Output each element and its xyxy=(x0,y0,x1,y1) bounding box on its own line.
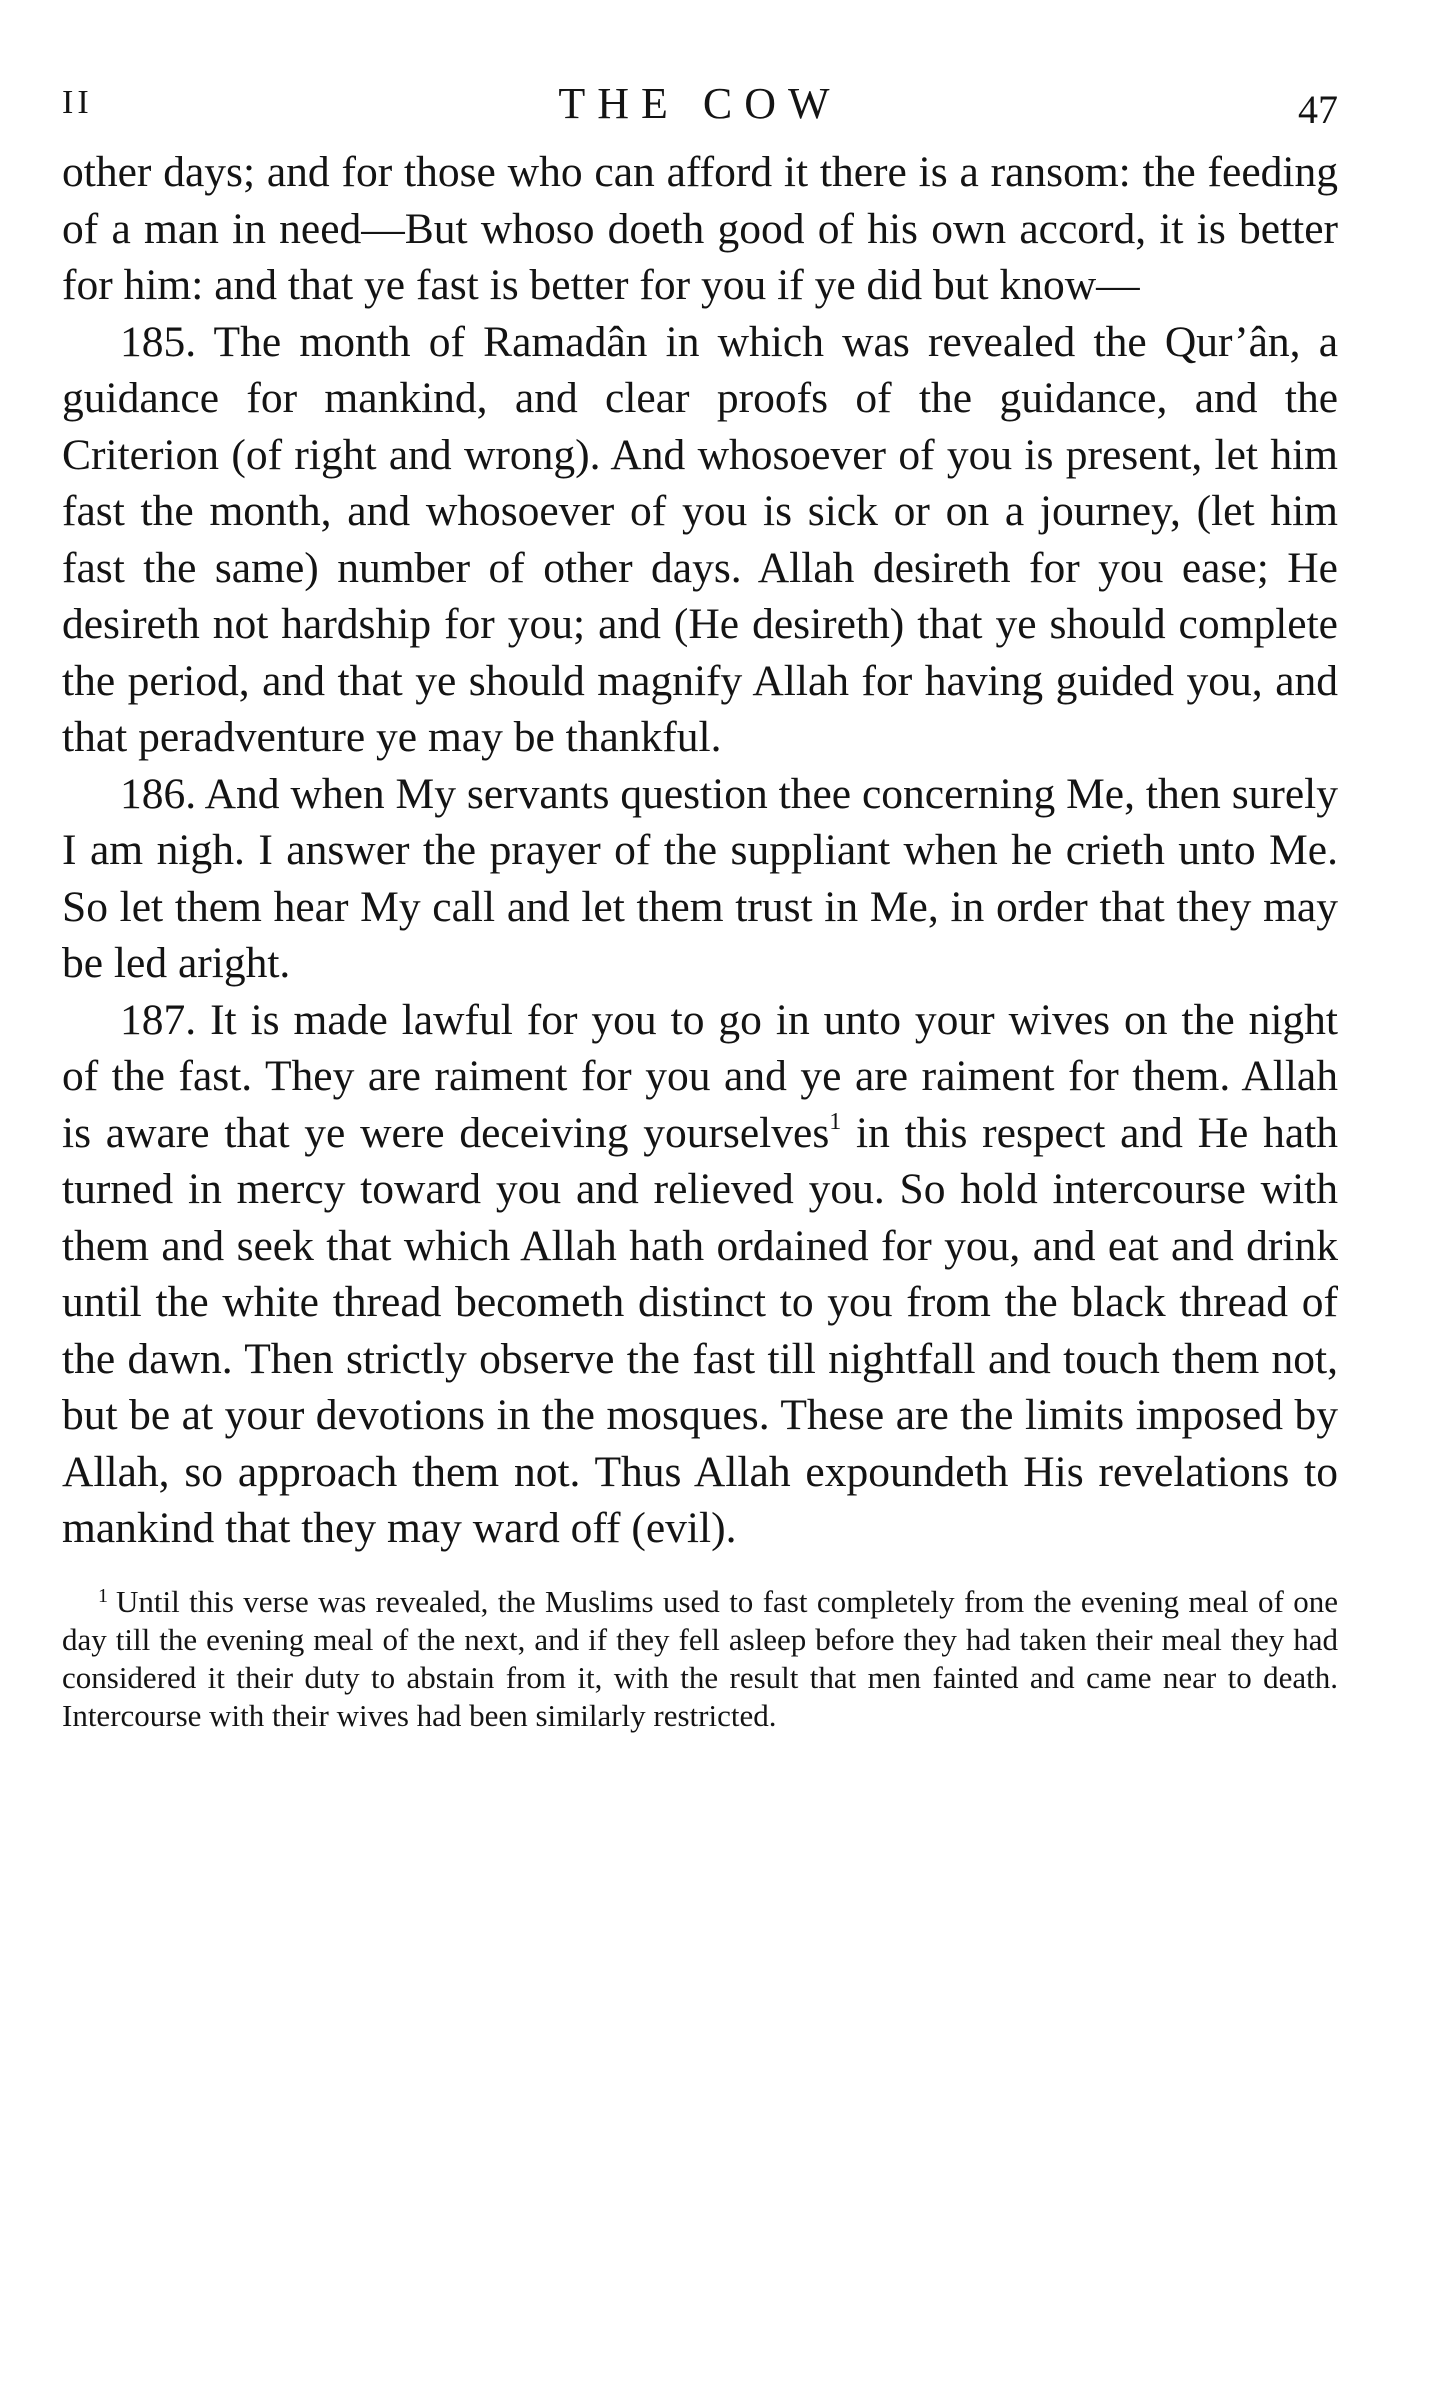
footnote-marker: 1 xyxy=(98,1584,108,1607)
page-number: 47 xyxy=(1298,87,1338,132)
running-title: THE COW xyxy=(558,79,842,128)
footnote-1 xyxy=(62,1583,1338,1735)
body-text xyxy=(62,144,1338,1557)
footnotes xyxy=(62,1583,1338,1735)
footnote-reference: 1 xyxy=(829,1108,842,1135)
page-header xyxy=(62,78,1338,138)
verse-187-text-part1: 187. It is made lawful for you to go in unto your wives on the night of the fast. They are raiment for you and ye are raiment for them. Allah is aware that ye were deceiving yourselves xyxy=(62,995,1338,1157)
footnote-text: Until this verse was revealed, the Muslims used to fast completely from the evening meal of one day till the evening meal of the next, and if they fell asleep before they had taken their meal they had considered it their duty to abstain from it, with the result that men fainted and came near to death. Intercourse with their wives had been similarly restricted. xyxy=(62,1583,1338,1733)
chapter-number: II xyxy=(62,84,93,121)
paragraph-continuation: other days; and for those who can afford it there is a ransom: the feeding of a man in need—But whoso doeth good of his own accord, it is better for him: and that ye fast is better for you if ye did but know— xyxy=(62,148,1338,309)
verse-186: 186. And when My servants question thee concerning Me, then surely I am nigh. I answer the prayer of the suppliant when he crieth unto Me. So let them hear My call and let them trust in Me, in order that they may be led aright. xyxy=(62,769,1338,987)
book-page xyxy=(62,78,1338,1735)
verse-187-text-part2: in this respect and He hath turned in mercy toward you and relieved you. So hold intercourse with them and seek that which Allah hath ordained for you, and eat and drink until the white thread becometh distinct to you from the black thread of the dawn. Then strictly observe the fast till nightfall and touch them not, but be at your devotions in the mosques. These are the limits imposed by Allah, so approach them not. Thus Allah expoundeth His revelations to mankind that they may ward off (evil). xyxy=(62,1108,1338,1552)
verse-187 xyxy=(62,992,1338,1557)
verse-185: 185. The month of Ramadân in which was revealed the Qur’ân, a guidance for mankind, and clear proofs of the guidance, and the Criterion (of right and wrong). And whosoever of you is present, let him fast the month, and whosoever of you is sick or on a journey, (let him fast the same) number of other days. Allah desireth for you ease; He desireth not hardship for you; and (He desireth) that ye should complete the period, and that ye should magnify Allah for having guided you, and that peradventure ye may be thankful. xyxy=(62,317,1338,761)
